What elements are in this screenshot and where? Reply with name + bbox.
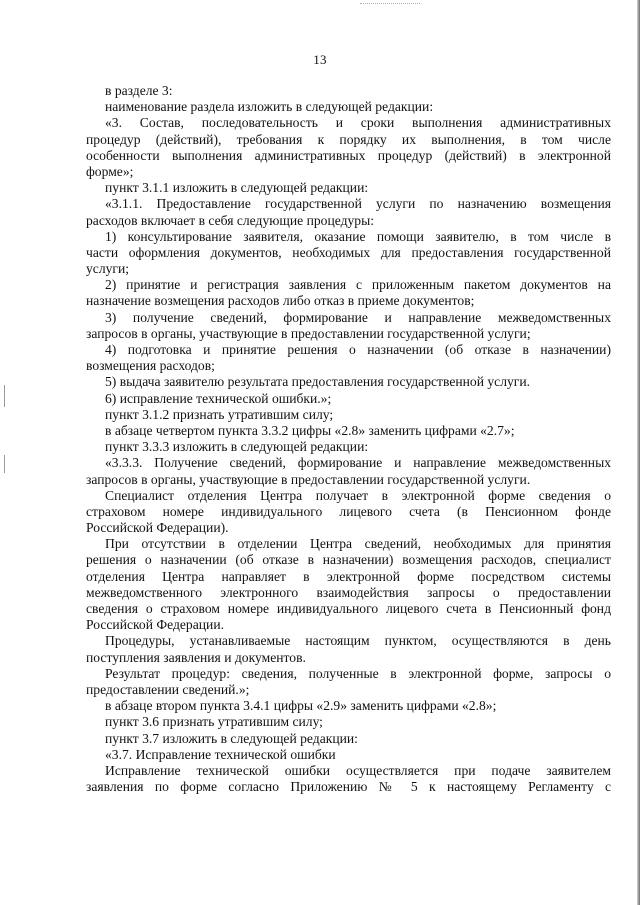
text-line: назначение возмещения расходов либо отказ в приеме документов; [86, 293, 475, 309]
text-line: услуги; [86, 261, 130, 277]
text-line: Процедуры, устанавливаемые настоящим пунктом, осуществляются в день [105, 633, 611, 649]
text-line: предоставлении сведений.»; [86, 681, 250, 697]
text-line: поступления заявления и документов. [86, 649, 306, 665]
text-line: Российской Федерации. [86, 617, 224, 633]
text-line: сведения о страховом номере индивидуального лицевого счета в Пенсионный фонд [86, 601, 611, 616]
text-line: особенности выполнения административных процедур (действий) в электронной [86, 147, 611, 163]
text-line: Российской Федерации). [86, 520, 229, 536]
text-line: Исправление технической ошибки осуществляется при подаче заявителем [105, 762, 611, 778]
text-line: части оформления документов, необходимых для предоставления государственной [86, 244, 611, 260]
text-line: страховом номере индивидуального лицевого счета (в Пенсионном фонде [86, 503, 611, 519]
text-line: межведомственного электронного взаимодействия запросы о предоставлении [86, 584, 611, 600]
text-line: форме»; [86, 163, 134, 179]
text-line: процедур (действий), требования к порядку их выполнения, в том числе [86, 131, 611, 147]
text-line: возмещения расходов; [86, 358, 215, 374]
text-line: в разделе 3: [105, 83, 173, 98]
text-line: расходов включает в себя следующие процедуры: [86, 212, 374, 228]
text-line: пункт 3.3.3 изложить в следующей редакции: [105, 439, 369, 455]
text-line: наименование раздела изложить в следующей редакции: [105, 99, 434, 115]
text-line: 2) принятие и регистрация заявления с приложенным пакетом документов на [105, 277, 611, 293]
text-line: «3.7. Исправление технической ошибки [105, 746, 336, 762]
text-line: 3) получение сведений, формирование и направление межведомственных [105, 309, 611, 325]
text-line: пункт 3.1.2 признать утратившим силу; [105, 406, 334, 422]
text-line: в абзаце четвертом пункта 3.3.2 цифры «2.8» заменить цифрами «2.7»; [105, 422, 515, 438]
text-line: пункт 3.7 изложить в следующей редакции: [105, 730, 358, 746]
text-line: 5) выдача заявителю результата предоставления государственной услуги. [105, 374, 531, 390]
text-line: решения о назначении (об отказе в назначении) возмещения расходов, специалист [86, 552, 611, 568]
text-line: «3.1.1. Предоставление государственной услуги по назначению возмещения [105, 196, 611, 212]
text-line: в абзаце втором пункта 3.4.1 цифры «2.9» заменить цифрами «2.8»; [105, 698, 497, 714]
text-line: Специалист отделения Центра получает в электронной форме сведения о [105, 487, 611, 503]
text-line: Результат процедур: сведения, полученные в электронной форме, запросы о [105, 665, 611, 681]
text-line: запросов в органы, участвующие в предоставлении государственной услуги; [86, 325, 531, 341]
page-number: 13 [313, 52, 327, 67]
scan-artifact [4, 385, 5, 407]
scan-artifact [360, 3, 420, 5]
text-line: отделения Центра направляет в электронной форме посредством системы [86, 568, 611, 584]
text-line: 4) подготовка и принятие решения о назначении (об отказе в назначении) [105, 342, 611, 357]
text-line: запросов в органы, участвующие в предоставлении государственной услуги. [86, 471, 531, 487]
text-line: 1) консультирование заявителя, оказание помощи заявителю, в том числе в [105, 228, 611, 244]
text-line: пункт 3.6 признать утратившим силу; [105, 714, 323, 730]
text-line: «3. Состав, последовательность и сроки выполнения административных [105, 115, 611, 131]
text-line: заявления по форме согласно Приложению № 5 к настоящему Регламенту с [86, 779, 611, 795]
text-line: «3.3.3. Получение сведений, формирование и направление межведомственных [105, 455, 611, 471]
scan-artifact [4, 455, 5, 473]
text-line: При отсутствии в отделении Центра сведений, необходимых для принятия [105, 536, 611, 552]
text-line: 6) исправление технической ошибки.»; [105, 390, 332, 406]
text-line: пункт 3.1.1 изложить в следующей редакции: [105, 180, 369, 196]
document-body [86, 83, 611, 795]
